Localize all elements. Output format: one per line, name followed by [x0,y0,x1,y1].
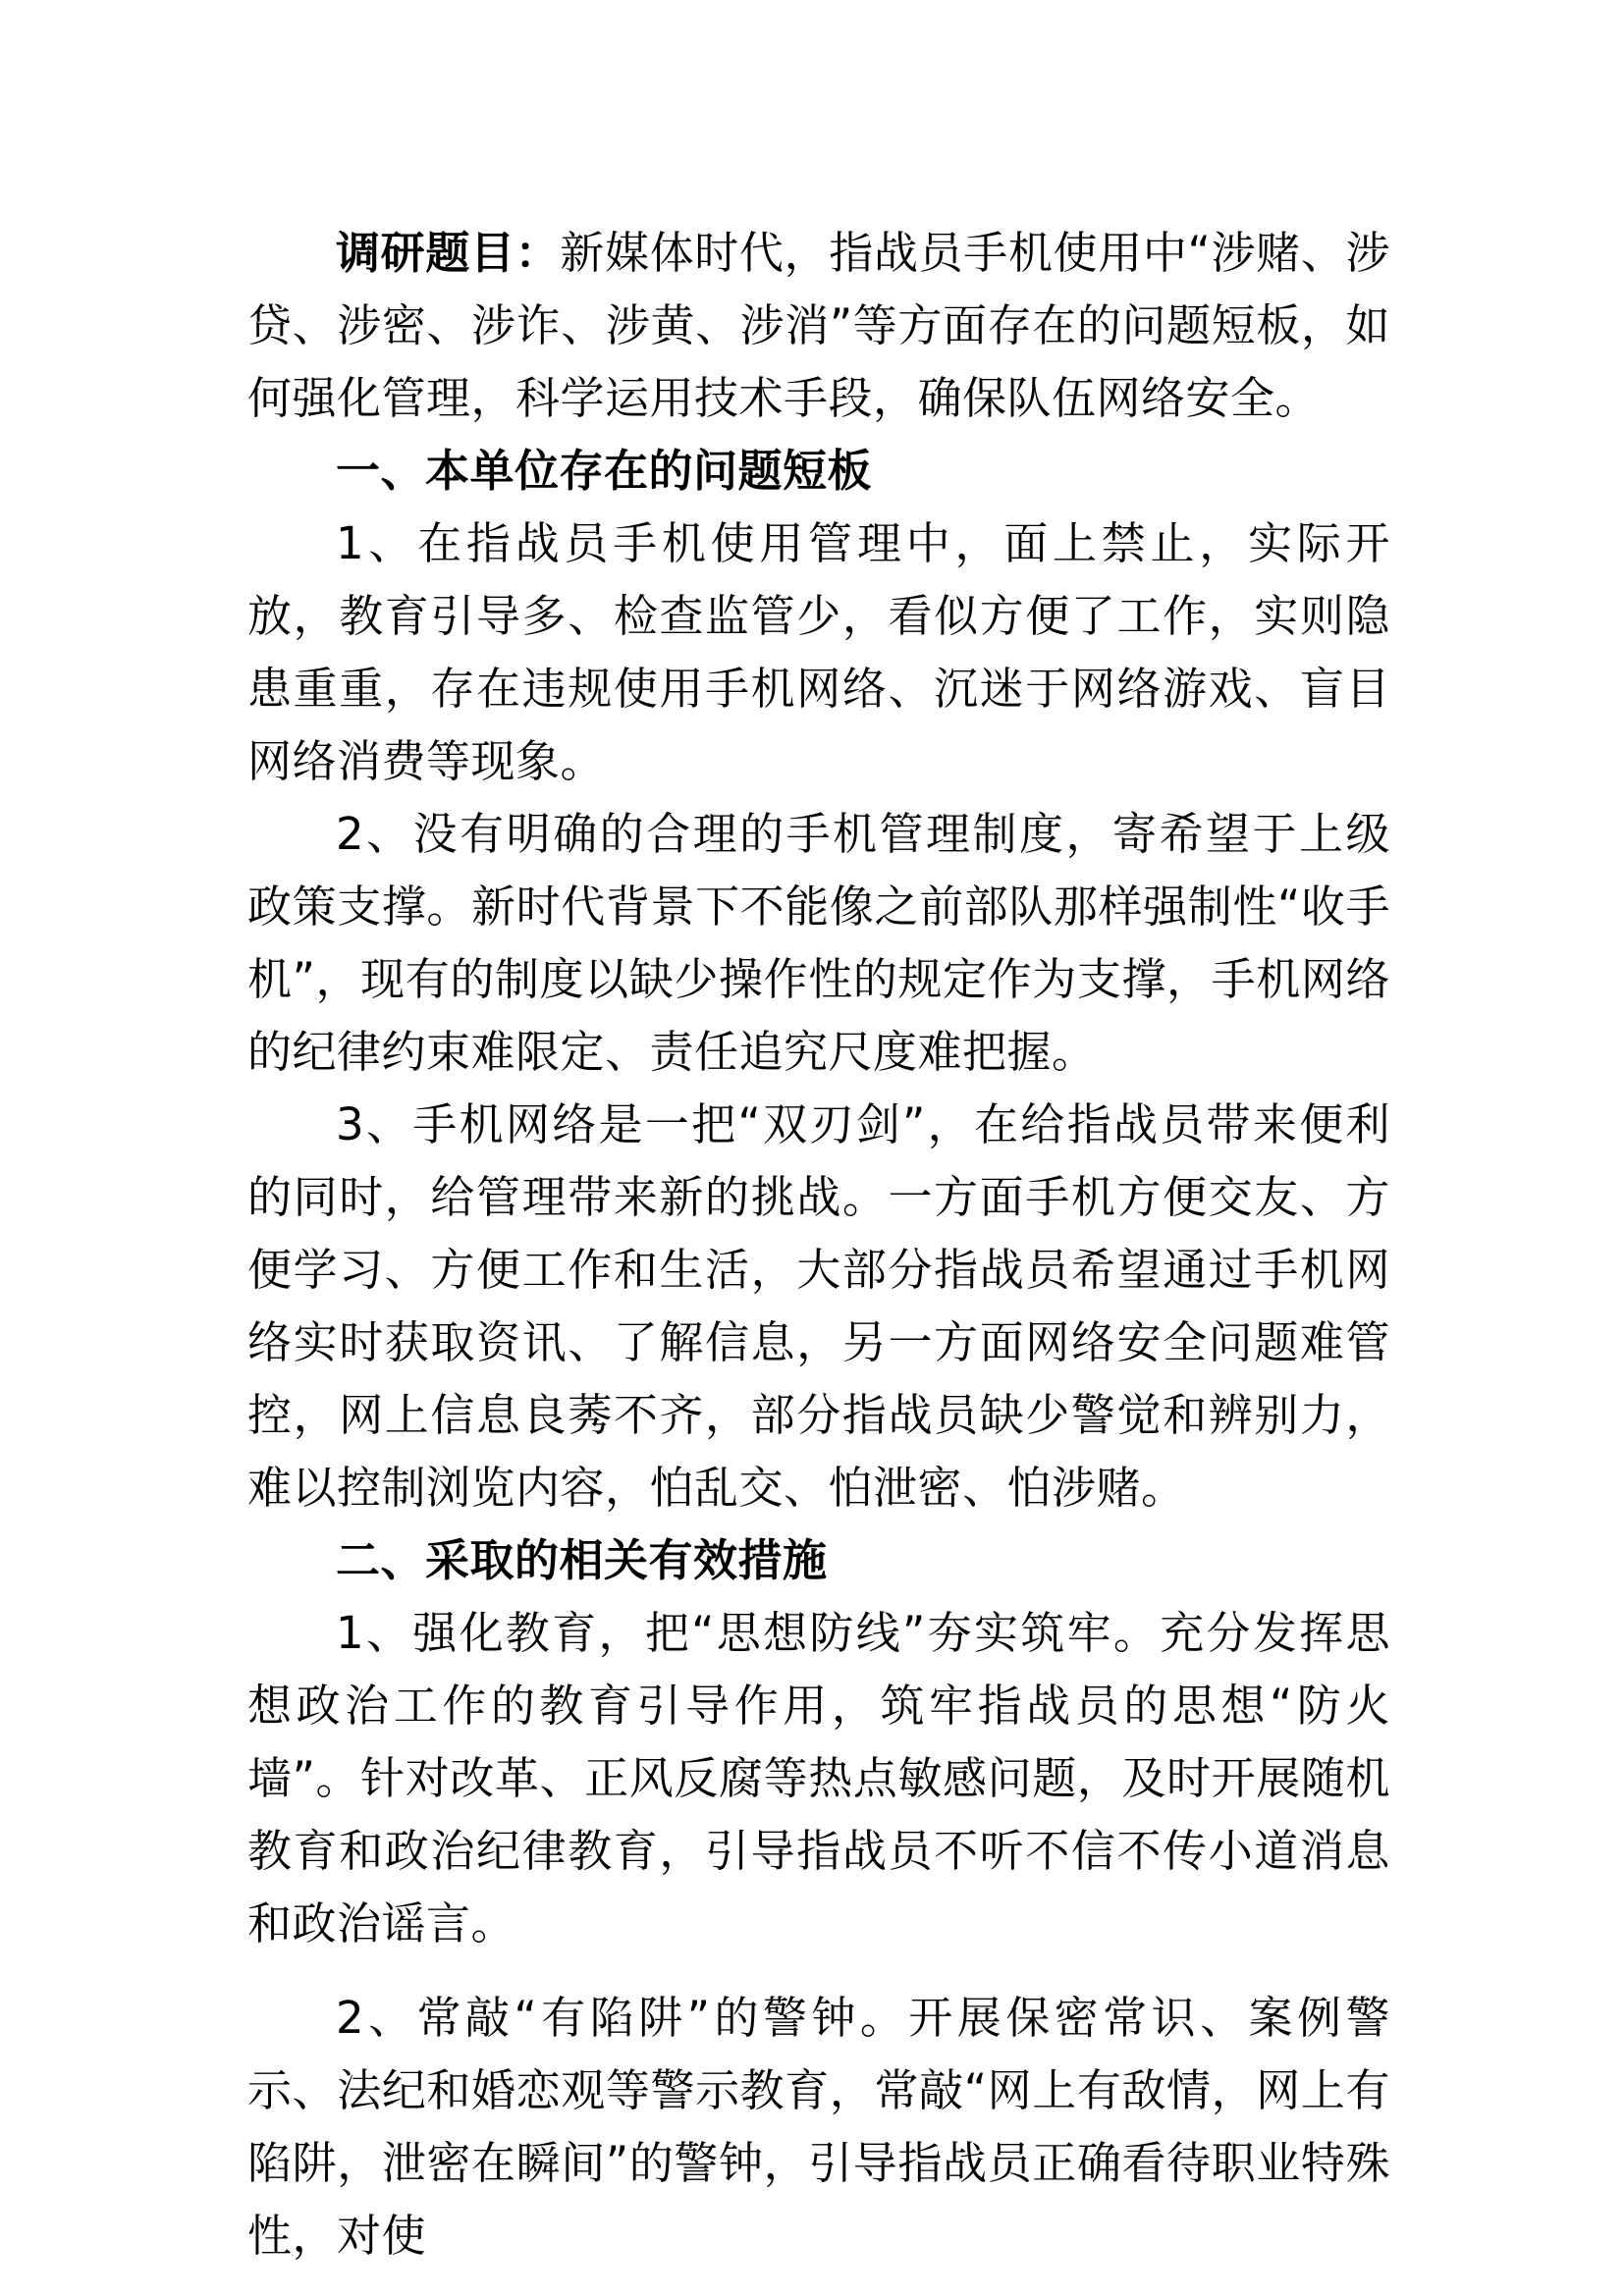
research-topic [247,217,1390,435]
section-2-heading: 二、采取的相关有效措施 [336,1534,828,1586]
section-1-heading: 一、本单位存在的问题短板 [336,445,873,497]
section-2-item-2: 2、常敲“有陷阱”的警钟。开展保密常识、案例警示、法纪和婚恋观等警示教育，常敲“网上有敌情，网上有陷阱，泄密在瞬间”的警钟，引导指战员正确看待职业特殊性，对使 [247,1992,1390,2262]
section-2-item-1: 1、强化教育，把“思想防线”夯实筑牢。充分发挥思想政治工作的教育引导作用，筑牢指战员的思想“防火墙”。针对改革、正风反腐等热点敏感问题，及时开展随机教育和政治纪律教育，引导指战员不听不信不传小道消息和政治谣言。 [247,1607,1390,1949]
section-1-item-2: 2、没有明确的合理的手机管理制度，寄希望于上级政策支撑。新时代背景下不能像之前部队那样强制性“收手机”，现有的制度以缺少操作性的规定作为支撑，手机网络的纪律约束难限定、责任追究尺度难把握。 [247,808,1390,1078]
section-1-item-3: 3、手机网络是一把“双刃剑”，在给指战员带来便利的同时，给管理带来新的挑战。一方面手机方便交友、方便学习、方便工作和生活，大部分指战员希望通过手机网络实时获取资讯、了解信息，另一方面网络安全问题难管控，网上信息良莠不齐，部分指战员缺少警觉和辨别力，难以控制浏览内容，怕乱交、怕泄密、怕涉赌。 [247,1098,1390,1514]
section-1-item-1: 1、在指战员手机使用管理中，面上禁止，实际开放，教育引导多、检查监管少，看似方便了工作，实则隐患重重，存在违规使用手机网络、沉迷于网络游戏、盲目网络消费等现象。 [247,517,1390,787]
document-body [247,217,1390,2272]
topic-label: 调研题目： [336,227,561,279]
topic-text: 新媒体时代，指战员手机使用中“涉赌、涉贷、涉密、涉诈、涉黄、涉消”等方面存在的问题短板，如何强化管理，科学运用技术手段，确保队伍网络安全。 [247,227,1390,424]
